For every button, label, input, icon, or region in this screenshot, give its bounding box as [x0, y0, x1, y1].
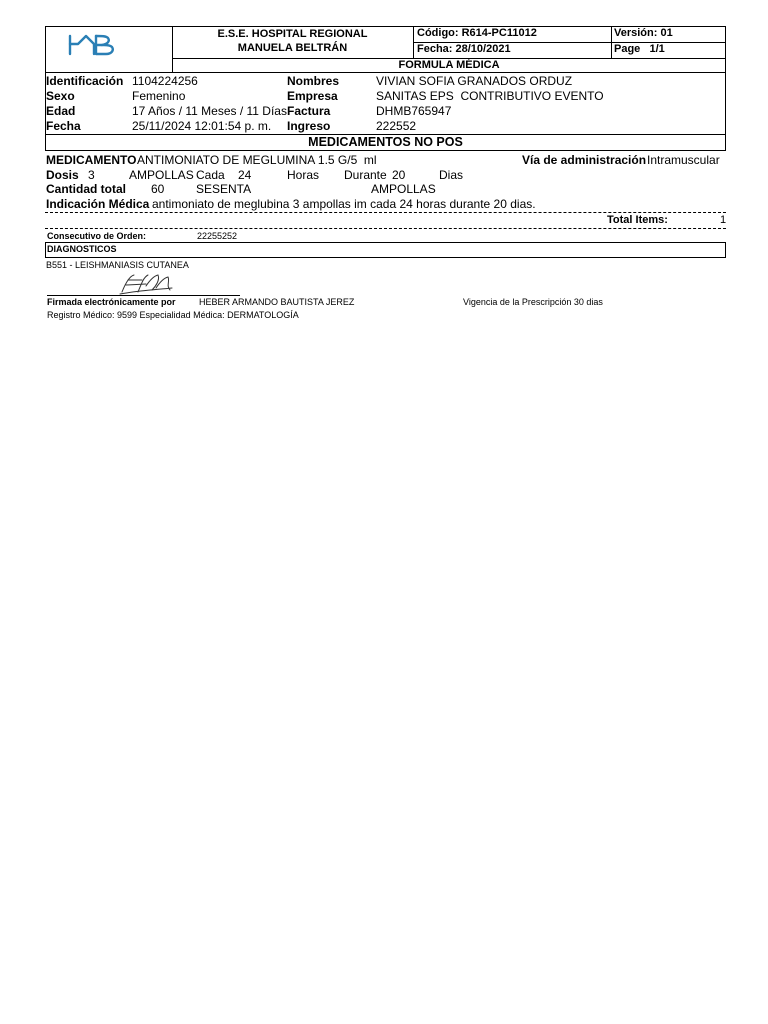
- via-value: Intramuscular: [647, 153, 720, 167]
- dosis-unit: AMPOLLAS: [129, 168, 194, 182]
- factura-value: DHMB765947: [376, 104, 452, 118]
- section-title: MEDICAMENTOS NO POS: [308, 135, 463, 149]
- indicacion-label: Indicación Médica: [46, 197, 150, 211]
- signature-image: [116, 272, 176, 296]
- durante-label: Durante: [344, 168, 387, 182]
- document-date: Fecha: 28/10/2021: [417, 43, 511, 55]
- nombres-label: Nombres: [287, 74, 340, 88]
- durante-value: 20: [392, 168, 406, 182]
- form-title: FORMULA MÉDICA: [398, 59, 500, 71]
- dashed-separator: [45, 212, 726, 213]
- sexo-value: Femenino: [132, 89, 186, 103]
- vigencia-text: Vigencia de la Prescripción 30 dias: [463, 297, 603, 307]
- medicamento-value: ANTIMONIATO DE MEGLUMINA 1.5 G/5 ml: [137, 153, 377, 167]
- consecutivo-label: Consecutivo de Orden:: [47, 231, 147, 241]
- cada-value: 24: [238, 168, 252, 182]
- indicacion-value: antimoniato de meglubina 3 ampollas im cada 24 horas durante 20 dias.: [152, 197, 536, 211]
- cantidad-label: Cantidad total: [46, 182, 126, 196]
- consecutivo-value: 22255252: [197, 231, 238, 241]
- medicamento-label: MEDICAMENTO: [46, 153, 137, 167]
- diagnosticos-bar: [45, 242, 726, 258]
- cantidad-unit: AMPOLLAS: [371, 182, 436, 196]
- sexo-label: Sexo: [46, 89, 75, 103]
- document-code: Código: R614-PC11012: [417, 27, 537, 39]
- fecha-label: Fecha: [46, 119, 81, 133]
- total-items-label: Total Items:: [607, 214, 668, 226]
- signature-line: [47, 295, 240, 296]
- nombres-value: VIVIAN SOFIA GRANADOS ORDUZ: [376, 74, 573, 88]
- hospital-logo: [66, 30, 118, 58]
- total-items-value: 1: [720, 214, 727, 226]
- dosis-value: 3: [88, 168, 95, 182]
- factura-label: Factura: [287, 104, 331, 118]
- diagnosticos-title: DIAGNOSTICOS: [47, 244, 117, 254]
- edad-value: 17 Años / 11 Meses / 11 Días: [132, 104, 287, 118]
- ingreso-value: 222552: [376, 119, 417, 133]
- document-page: Page 1/1: [614, 43, 665, 55]
- edad-label: Edad: [46, 104, 76, 118]
- dias-label: Dias: [439, 168, 464, 182]
- cantidad-value: 60: [151, 182, 165, 196]
- empresa-value: SANITAS EPS CONTRIBUTIVO EVENTO: [376, 89, 604, 103]
- via-label: Vía de administración: [522, 153, 647, 167]
- registro-medico: Registro Médico: 9599 Especialidad Médica: DERMATOLOGÍA: [47, 310, 299, 320]
- identificacion-value: 1104224256: [132, 74, 198, 88]
- ingreso-label: Ingreso: [287, 119, 331, 133]
- hospital-name-line2: MANUELA BELTRÁN: [237, 42, 348, 54]
- cantidad-words: SESENTA: [196, 182, 252, 196]
- cada-label: Cada: [196, 168, 225, 182]
- dosis-label: Dosis: [46, 168, 79, 182]
- document-version: Versión: 01: [614, 27, 673, 39]
- diagnostico-item: B551 - LEISHMANIASIS CUTANEA: [46, 260, 189, 270]
- horas-label: Horas: [287, 168, 320, 182]
- hospital-name-line1: E.S.E. HOSPITAL REGIONAL: [217, 28, 368, 40]
- firmada-label: Firmada electrónicamente por: [47, 297, 176, 307]
- empresa-label: Empresa: [287, 89, 338, 103]
- fecha-value: 25/11/2024 12:01:54 p. m.: [132, 119, 272, 133]
- doctor-name: HEBER ARMANDO BAUTISTA JEREZ: [199, 297, 355, 307]
- dashed-separator: [45, 228, 726, 229]
- identificacion-label: Identificación: [46, 74, 124, 88]
